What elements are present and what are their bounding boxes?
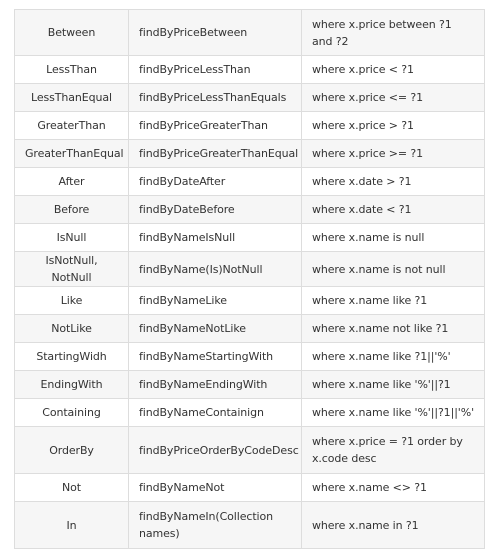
jpql-cell: where x.name is null	[302, 224, 485, 252]
sample-cell: findByNameIn(Collection names)	[129, 502, 302, 549]
keyword-cell: Before	[15, 196, 129, 224]
keyword-cell: Like	[15, 287, 129, 315]
sample-cell: findByNameStartingWith	[129, 343, 302, 371]
keyword-cell: OrderBy	[15, 427, 129, 474]
jpql-cell: where x.date < ?1	[302, 196, 485, 224]
jpql-cell: where x.name not like ?1	[302, 315, 485, 343]
table-row	[15, 399, 485, 427]
keyword-cell: NotLike	[15, 315, 129, 343]
sample-cell: findByName(Is)NotNull	[129, 252, 302, 287]
sample-cell: findByNameEndingWith	[129, 371, 302, 399]
keyword-cell: IsNull	[15, 224, 129, 252]
table-row	[15, 224, 485, 252]
sample-cell: findByPriceOrderByCodeDesc	[129, 427, 302, 474]
jpql-cell: where x.price < ?1	[302, 56, 485, 84]
table-row	[15, 343, 485, 371]
sample-cell: findByDateAfter	[129, 168, 302, 196]
keyword-table	[14, 9, 485, 549]
jpql-cell: where x.price between ?1 and ?2	[302, 10, 485, 56]
keyword-cell: StartingWidh	[15, 343, 129, 371]
keyword-cell: In	[15, 502, 129, 549]
jpql-cell: where x.price >= ?1	[302, 140, 485, 168]
keyword-cell: LessThan	[15, 56, 129, 84]
sample-cell: findByDateBefore	[129, 196, 302, 224]
table-row	[15, 112, 485, 140]
sample-cell: findByNameNot	[129, 474, 302, 502]
sample-cell: findByPriceGreaterThanEqual	[129, 140, 302, 168]
jpql-cell: where x.price = ?1 order by x.code desc	[302, 427, 485, 474]
sample-cell: findByPriceGreaterThan	[129, 112, 302, 140]
jpql-cell: where x.name like '%'||?1||'%'	[302, 399, 485, 427]
keyword-cell: GreaterThanEqual	[15, 140, 129, 168]
keyword-cell: Not	[15, 474, 129, 502]
table-row	[15, 371, 485, 399]
table-row	[15, 196, 485, 224]
keyword-cell: EndingWith	[15, 371, 129, 399]
jpql-cell: where x.name is not null	[302, 252, 485, 287]
jpql-cell: where x.name <> ?1	[302, 474, 485, 502]
keyword-cell: After	[15, 168, 129, 196]
table-row	[15, 140, 485, 168]
jpql-cell: where x.name in ?1	[302, 502, 485, 549]
sample-cell: findByNameIsNull	[129, 224, 302, 252]
sample-cell: findByNameNotLike	[129, 315, 302, 343]
table-row	[15, 315, 485, 343]
sample-cell: findByPriceLessThanEquals	[129, 84, 302, 112]
keyword-cell: Between	[15, 10, 129, 56]
table-row	[15, 502, 485, 549]
keyword-table-body	[15, 10, 485, 549]
keyword-cell: IsNotNull, NotNull	[15, 252, 129, 287]
table-row	[15, 168, 485, 196]
table-row	[15, 474, 485, 502]
keyword-cell: GreaterThan	[15, 112, 129, 140]
jpql-cell: where x.name like ?1	[302, 287, 485, 315]
jpql-cell: where x.price > ?1	[302, 112, 485, 140]
table-row	[15, 252, 485, 287]
sample-cell: findByNameLike	[129, 287, 302, 315]
sample-cell: findByPriceBetween	[129, 10, 302, 56]
jpql-cell: where x.price <= ?1	[302, 84, 485, 112]
table-row	[15, 56, 485, 84]
keyword-cell: LessThanEqual	[15, 84, 129, 112]
keyword-cell: Containing	[15, 399, 129, 427]
table-row	[15, 287, 485, 315]
table-row	[15, 10, 485, 56]
table-row	[15, 84, 485, 112]
jpql-cell: where x.name like '%'||?1	[302, 371, 485, 399]
sample-cell: findByNameContainign	[129, 399, 302, 427]
jpql-cell: where x.date > ?1	[302, 168, 485, 196]
table-row	[15, 427, 485, 474]
jpql-cell: where x.name like ?1||'%'	[302, 343, 485, 371]
sample-cell: findByPriceLessThan	[129, 56, 302, 84]
